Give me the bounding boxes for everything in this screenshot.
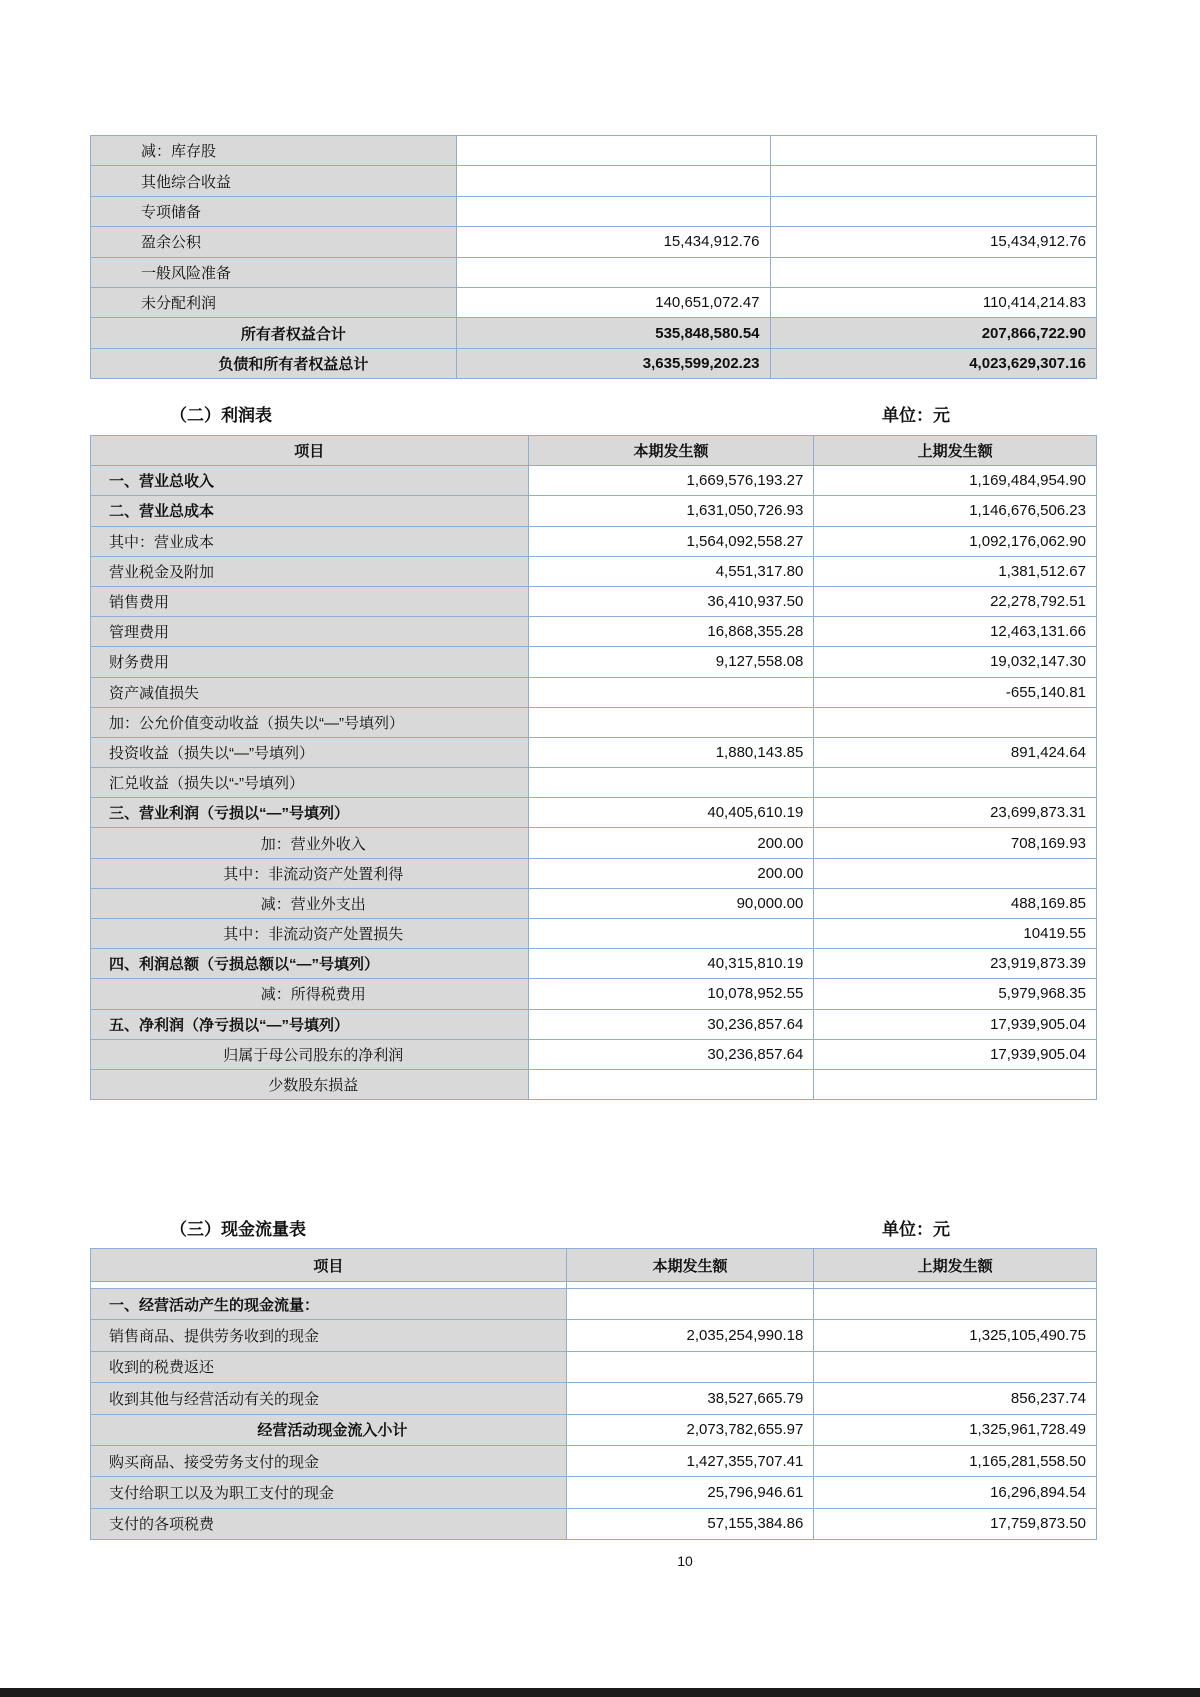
table-row bbox=[91, 1282, 1097, 1289]
prior-period-value: 1,146,676,506.23 bbox=[814, 496, 1097, 526]
prior-period-value bbox=[814, 1282, 1097, 1289]
prior-period-value: 1,381,512.67 bbox=[814, 556, 1097, 586]
income-statement-section-title: （二）利润表 bbox=[170, 406, 272, 425]
prior-period-value: 1,169,484,954.90 bbox=[814, 466, 1097, 496]
current-period-value bbox=[456, 136, 770, 166]
column-header: 项目 bbox=[91, 1249, 567, 1282]
current-period-value: 4,551,317.80 bbox=[528, 556, 814, 586]
row-label: 其他综合收益 bbox=[91, 166, 457, 196]
row-label: 销售商品、提供劳务收到的现金 bbox=[91, 1320, 567, 1351]
table-row bbox=[91, 677, 1097, 707]
prior-period-value bbox=[770, 257, 1096, 287]
prior-period-value: 1,325,105,490.75 bbox=[814, 1320, 1097, 1351]
row-label bbox=[91, 1282, 567, 1289]
current-period-value bbox=[456, 166, 770, 196]
cash-flow-section-title: （三）现金流量表 bbox=[170, 1220, 306, 1239]
prior-period-value: 207,866,722.90 bbox=[770, 318, 1096, 348]
header-row bbox=[91, 436, 1097, 466]
table-row bbox=[91, 888, 1097, 918]
row-label: 营业税金及附加 bbox=[91, 556, 529, 586]
table-row bbox=[91, 798, 1097, 828]
prior-period-value bbox=[814, 1289, 1097, 1320]
current-period-value bbox=[566, 1289, 813, 1320]
row-label: 加：营业外收入 bbox=[91, 828, 529, 858]
current-period-value bbox=[566, 1351, 813, 1382]
table-row bbox=[91, 768, 1097, 798]
row-label: 资产减值损失 bbox=[91, 677, 529, 707]
current-period-value bbox=[528, 707, 814, 737]
current-period-value: 1,427,355,707.41 bbox=[566, 1445, 813, 1476]
table-row bbox=[91, 348, 1097, 378]
prior-period-value bbox=[814, 858, 1097, 888]
current-period-value bbox=[528, 677, 814, 707]
prior-period-value: 17,939,905.04 bbox=[814, 1009, 1097, 1039]
table-row bbox=[91, 737, 1097, 767]
table-row bbox=[91, 466, 1097, 496]
table-row bbox=[91, 586, 1097, 616]
row-label: 经营活动现金流入小计 bbox=[91, 1414, 567, 1445]
row-label: 二、营业总成本 bbox=[91, 496, 529, 526]
row-label: 负债和所有者权益总计 bbox=[91, 348, 457, 378]
table-row bbox=[91, 1414, 1097, 1445]
current-period-value: 1,669,576,193.27 bbox=[528, 466, 814, 496]
table-row bbox=[91, 1289, 1097, 1320]
row-label: 购买商品、接受劳务支付的现金 bbox=[91, 1445, 567, 1476]
table-row bbox=[91, 828, 1097, 858]
table-row bbox=[91, 979, 1097, 1009]
table-row bbox=[91, 1477, 1097, 1508]
table-row bbox=[91, 526, 1097, 556]
current-period-value bbox=[566, 1282, 813, 1289]
prior-period-value: 856,237.74 bbox=[814, 1383, 1097, 1414]
prior-period-value: 4,023,629,307.16 bbox=[770, 348, 1096, 378]
row-label: 其中：非流动资产处置利得 bbox=[91, 858, 529, 888]
current-period-value: 2,035,254,990.18 bbox=[566, 1320, 813, 1351]
header-row bbox=[91, 1249, 1097, 1282]
prior-period-value: 488,169.85 bbox=[814, 888, 1097, 918]
table-row bbox=[91, 166, 1097, 196]
prior-period-value: -655,140.81 bbox=[814, 677, 1097, 707]
prior-period-value: 12,463,131.66 bbox=[814, 617, 1097, 647]
row-label: 专项储备 bbox=[91, 196, 457, 226]
prior-period-value: 708,169.93 bbox=[814, 828, 1097, 858]
current-period-value: 40,315,810.19 bbox=[528, 949, 814, 979]
prior-period-value: 110,414,214.83 bbox=[770, 287, 1096, 317]
current-period-value: 200.00 bbox=[528, 828, 814, 858]
column-header: 上期发生额 bbox=[814, 436, 1097, 466]
row-label: 减：营业外支出 bbox=[91, 888, 529, 918]
current-period-value: 30,236,857.64 bbox=[528, 1009, 814, 1039]
row-label: 一般风险准备 bbox=[91, 257, 457, 287]
table-row bbox=[91, 919, 1097, 949]
row-label: 归属于母公司股东的净利润 bbox=[91, 1039, 529, 1069]
table-row bbox=[91, 1383, 1097, 1414]
balance-sheet-equity-table bbox=[90, 135, 1097, 379]
prior-period-value: 5,979,968.35 bbox=[814, 979, 1097, 1009]
current-period-value: 90,000.00 bbox=[528, 888, 814, 918]
prior-period-value: 1,092,176,062.90 bbox=[814, 526, 1097, 556]
prior-period-value: 1,325,961,728.49 bbox=[814, 1414, 1097, 1445]
current-period-value bbox=[528, 919, 814, 949]
current-period-value: 1,564,092,558.27 bbox=[528, 526, 814, 556]
prior-period-value: 17,759,873.50 bbox=[814, 1508, 1097, 1539]
prior-period-value: 22,278,792.51 bbox=[814, 586, 1097, 616]
table-row bbox=[91, 196, 1097, 226]
cash-flow-table bbox=[90, 1248, 1097, 1540]
table-row bbox=[91, 287, 1097, 317]
row-label: 减：所得税费用 bbox=[91, 979, 529, 1009]
row-label: 减：库存股 bbox=[91, 136, 457, 166]
current-period-value bbox=[528, 768, 814, 798]
row-label: 支付的各项税费 bbox=[91, 1508, 567, 1539]
row-label: 财务费用 bbox=[91, 647, 529, 677]
current-period-value bbox=[528, 1069, 814, 1099]
row-label: 未分配利润 bbox=[91, 287, 457, 317]
table-row bbox=[91, 1320, 1097, 1351]
current-period-value: 200.00 bbox=[528, 858, 814, 888]
prior-period-value: 10419.55 bbox=[814, 919, 1097, 949]
table-row bbox=[91, 227, 1097, 257]
column-header: 项目 bbox=[91, 436, 529, 466]
prior-period-value bbox=[770, 196, 1096, 226]
table-row bbox=[91, 1351, 1097, 1382]
current-period-value: 30,236,857.64 bbox=[528, 1039, 814, 1069]
row-label: 汇兑收益（损失以“-”号填列） bbox=[91, 768, 529, 798]
current-period-value: 40,405,610.19 bbox=[528, 798, 814, 828]
prior-period-value: 23,919,873.39 bbox=[814, 949, 1097, 979]
row-label: 收到其他与经营活动有关的现金 bbox=[91, 1383, 567, 1414]
row-label: 其中：非流动资产处置损失 bbox=[91, 919, 529, 949]
table-row bbox=[91, 949, 1097, 979]
current-period-value: 9,127,558.08 bbox=[528, 647, 814, 677]
row-label: 加：公允价值变动收益（损失以“—”号填列） bbox=[91, 707, 529, 737]
row-label: 一、经营活动产生的现金流量： bbox=[91, 1289, 567, 1320]
row-label: 管理费用 bbox=[91, 617, 529, 647]
table-row bbox=[91, 496, 1097, 526]
row-label: 一、营业总收入 bbox=[91, 466, 529, 496]
prior-period-value: 17,939,905.04 bbox=[814, 1039, 1097, 1069]
table-row bbox=[91, 1445, 1097, 1476]
current-period-value: 1,631,050,726.93 bbox=[528, 496, 814, 526]
table-row bbox=[91, 617, 1097, 647]
prior-period-value: 19,032,147.30 bbox=[814, 647, 1097, 677]
current-period-value: 15,434,912.76 bbox=[456, 227, 770, 257]
table-row bbox=[91, 136, 1097, 166]
income-statement-table bbox=[90, 435, 1097, 1100]
prior-period-value: 891,424.64 bbox=[814, 737, 1097, 767]
row-label: 四、利润总额（亏损总额以“—”号填列） bbox=[91, 949, 529, 979]
page-number: 10 bbox=[677, 1553, 693, 1569]
prior-period-value bbox=[814, 1351, 1097, 1382]
table-row bbox=[91, 707, 1097, 737]
current-period-value: 25,796,946.61 bbox=[566, 1477, 813, 1508]
row-label: 所有者权益合计 bbox=[91, 318, 457, 348]
table-row bbox=[91, 1009, 1097, 1039]
prior-period-value bbox=[814, 1069, 1097, 1099]
row-label: 五、净利润（净亏损以“—”号填列） bbox=[91, 1009, 529, 1039]
table-row bbox=[91, 858, 1097, 888]
current-period-value bbox=[456, 257, 770, 287]
table-row bbox=[91, 257, 1097, 287]
row-label: 三、营业利润（亏损以“—”号填列） bbox=[91, 798, 529, 828]
current-period-value: 57,155,384.86 bbox=[566, 1508, 813, 1539]
table-row bbox=[91, 647, 1097, 677]
table-row bbox=[91, 1069, 1097, 1099]
table-row bbox=[91, 556, 1097, 586]
table-row bbox=[91, 1508, 1097, 1539]
row-label: 盈余公积 bbox=[91, 227, 457, 257]
prior-period-value bbox=[770, 136, 1096, 166]
current-period-value: 10,078,952.55 bbox=[528, 979, 814, 1009]
row-label: 支付给职工以及为职工支付的现金 bbox=[91, 1477, 567, 1508]
current-period-value: 1,880,143.85 bbox=[528, 737, 814, 767]
column-header: 本期发生额 bbox=[528, 436, 814, 466]
prior-period-value: 23,699,873.31 bbox=[814, 798, 1097, 828]
row-label: 销售费用 bbox=[91, 586, 529, 616]
column-header: 本期发生额 bbox=[566, 1249, 813, 1282]
row-label: 投资收益（损失以“—”号填列） bbox=[91, 737, 529, 767]
row-label: 少数股东损益 bbox=[91, 1069, 529, 1099]
current-period-value: 3,635,599,202.23 bbox=[456, 348, 770, 378]
current-period-value: 535,848,580.54 bbox=[456, 318, 770, 348]
table-row bbox=[91, 1039, 1097, 1069]
current-period-value: 36,410,937.50 bbox=[528, 586, 814, 616]
current-period-value: 140,651,072.47 bbox=[456, 287, 770, 317]
row-label: 其中：营业成本 bbox=[91, 526, 529, 556]
cash-flow-unit-label: 单位：元 bbox=[882, 1220, 950, 1239]
prior-period-value: 16,296,894.54 bbox=[814, 1477, 1097, 1508]
prior-period-value: 15,434,912.76 bbox=[770, 227, 1096, 257]
prior-period-value bbox=[814, 768, 1097, 798]
current-period-value: 16,868,355.28 bbox=[528, 617, 814, 647]
current-period-value: 2,073,782,655.97 bbox=[566, 1414, 813, 1445]
income-statement-unit-label: 单位：元 bbox=[882, 406, 950, 425]
page-bottom-edge bbox=[0, 1688, 1200, 1697]
table-row bbox=[91, 318, 1097, 348]
column-header: 上期发生额 bbox=[814, 1249, 1097, 1282]
prior-period-value bbox=[814, 707, 1097, 737]
prior-period-value: 1,165,281,558.50 bbox=[814, 1445, 1097, 1476]
prior-period-value bbox=[770, 166, 1096, 196]
current-period-value: 38,527,665.79 bbox=[566, 1383, 813, 1414]
row-label: 收到的税费返还 bbox=[91, 1351, 567, 1382]
current-period-value bbox=[456, 196, 770, 226]
